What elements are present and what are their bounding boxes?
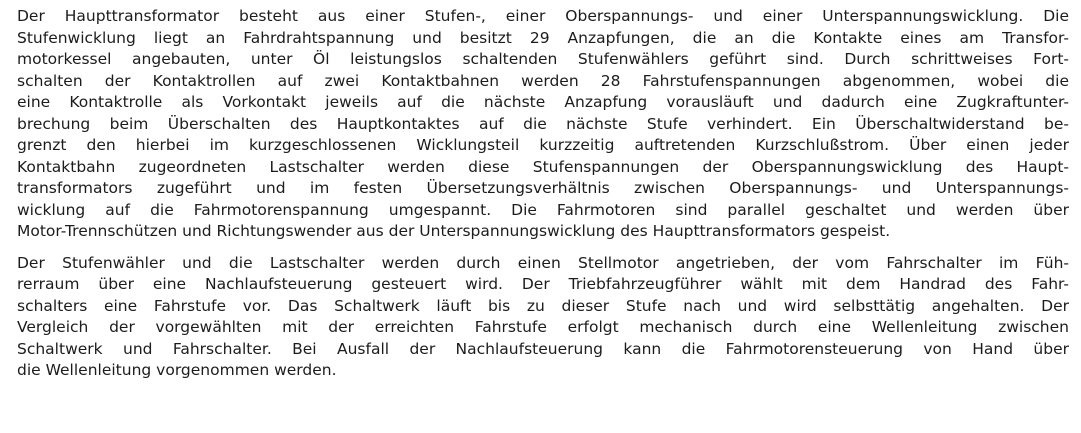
paragraph-control bbox=[17, 253, 1069, 382]
text-line: schalters eine Fahrstufe vor. Das Schaltwerk läuft bis zu dieser Stufe nach und wird selbsttätig angehalten. Der bbox=[17, 296, 1069, 315]
text-line: schalten der Kontaktrollen auf zwei Kontaktbahnen werden 28 Fahrstufenspannungen abgenommen, wobei die bbox=[17, 71, 1069, 90]
text-line: Der Haupttransformator besteht aus einer Stufen-, einer Oberspannungs- und einer Unterspannungswicklung. Die bbox=[17, 7, 1069, 25]
text-line: Der Stufenwähler und die Lastschalter werden durch einen Stellmotor angetrieben, der vom Fahrschalter im Füh- bbox=[17, 253, 1069, 272]
text-line: Stufenwicklung liegt an Fahrdrahtspannung und besitzt 29 Anzapfungen, die an die Kontakte eines am Transfor- bbox=[17, 28, 1069, 47]
text-line: motorkessel angebauten, unter Öl leistungslos schaltenden Stufenwählers geführt sind. Durch schrittweises Fort- bbox=[17, 50, 1069, 68]
text-line: Vergleich der vorgewählten mit der erreichten Fahrstufe erfolgt mechanisch durch eine Wellenleitung zwischen bbox=[17, 318, 1069, 336]
text-line: wicklung auf die Fahrmotorenspannung umgespannt. Die Fahrmotoren sind parallel geschaltet und werden über bbox=[17, 200, 1069, 219]
text-line: Kontaktbahn zugeordneten Lastschalter werden diese Stufenspannungen der Oberspannungswicklung des Haupt- bbox=[17, 157, 1069, 176]
text-line: grenzt den hierbei im kurzgeschlossenen Wicklungsteil kurzzeitig auftretenden Kurzschlußstrom. Über einen jeder bbox=[17, 136, 1069, 154]
text-line: Schaltwerk und Fahrschalter. Bei Ausfall der Nachlaufsteuerung kann die Fahrmotorensteuerung von Hand über bbox=[17, 339, 1069, 358]
text-line: brechung beim Überschalten des Hauptkontaktes auf die nächste Stufe verhindert. Ein Überschaltwiderstand be- bbox=[17, 114, 1069, 133]
text-line: die Wellenleitung vorgenommen werden. bbox=[17, 361, 337, 379]
text-line: transformators zugeführt und im festen Übersetzungsverhältnis zwischen Oberspannungs- und Unterspannungs- bbox=[17, 179, 1069, 197]
text-line: Motor-Trennschützen und Richtungswender aus der Unterspannungswicklung des Haupttransformators gespeist. bbox=[17, 222, 891, 240]
text-line: eine Kontaktrolle als Vorkontakt jeweils auf die nächste Anzapfung vorausläuft und dadurch eine Zugkraftunter- bbox=[17, 93, 1069, 111]
paragraph-transformer bbox=[17, 6, 1069, 243]
text-line: rerraum über eine Nachlaufsteuerung gesteuert wird. Der Triebfahrzeugführer wählt mit dem Handrad des Fahr- bbox=[17, 275, 1069, 293]
